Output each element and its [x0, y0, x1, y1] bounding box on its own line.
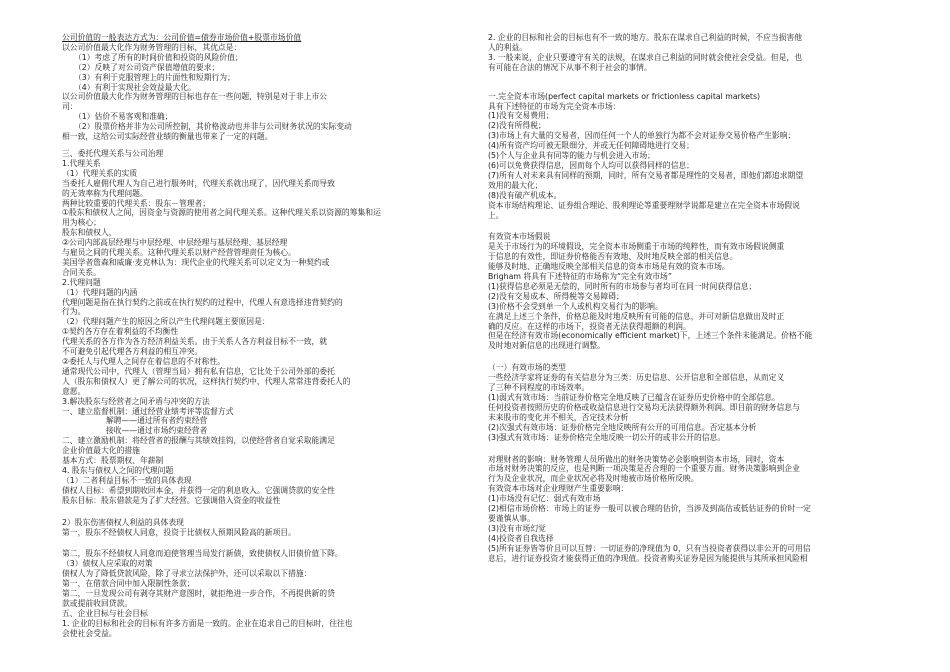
paragraph-spacer	[488, 85, 906, 92]
text-line: （2）代理问题产生的原因之所以产生代理问题主要原因是：	[62, 317, 270, 327]
text-line: (6)可以免费获得信息，因而每个人均可以获得同样的信息；	[488, 160, 694, 170]
text-line: 2）股东伤害债权人利益的具体表现	[62, 517, 184, 527]
text-line: 市场对财务决策的反应，也是判断一项决策是否合理的一个重要方面。财务决策影响到企业	[488, 464, 800, 474]
text-line: ②公司内部高层经理与中层经理、中层经理与基层经理、基层经理	[62, 238, 288, 248]
right-column-body	[488, 33, 906, 494]
text-line: 行为及企业状况，而企业状况必将及时地被市场价格所反映。	[488, 474, 699, 484]
text-line: 基本方式：股票期权、年薪制	[62, 456, 164, 466]
paragraph-spacer	[62, 142, 474, 149]
text-line: (2)没有所得税；	[488, 121, 546, 131]
text-line: 用为核心；	[62, 218, 101, 228]
text-line: （1）考虑了所有的时间价值和投资的风险价值；	[74, 52, 243, 62]
paragraph-spacer	[488, 443, 906, 455]
paragraph-spacer	[488, 351, 906, 363]
text-line: Brigham 将具有下述特征的市场称为“完全有效市场”	[488, 272, 672, 282]
text-line: 人的利益。	[488, 42, 527, 52]
text-line: 息后，进行证券投资才能获得正值的净现值。投资者购买证券是因为能提供与其所承担风险相	[488, 553, 808, 563]
text-line: 未来股市的变化并不相关，否定技术分析	[488, 412, 629, 422]
text-line: 意愿。	[62, 386, 86, 396]
text-line: 3.解决股东与经营者之间矛盾与冲突的方法	[62, 396, 210, 406]
text-line: (3)市场上有大量的交易者，因而任何一个人的单独行为都不会对证券交易价格产生影响；	[488, 131, 796, 141]
text-line: ①股东和债权人之间，因资金与资源的使用者之间代理关系。这种代理关系以资源的筹集和运	[62, 208, 381, 218]
text-line: (4)投资者自我选择	[488, 533, 554, 543]
text-line: 第二，股东不经债权人同意而迫使管理当局发行新债，致使债权人旧债价值下降。	[62, 549, 343, 559]
text-line: 不可避免引起代理各方利益的相互冲突。	[62, 347, 203, 357]
text-line: 接收——通过市场约束经营者	[106, 426, 208, 436]
paragraph-spacer	[62, 506, 474, 518]
text-line: 1. 企业的目标和社会的目标有许多方面是一致的。企业在追求自己的目标时，往往也	[62, 618, 353, 628]
text-line: 要谨慎从事。	[488, 513, 535, 523]
text-line: 合同关系。	[62, 267, 101, 277]
paragraph-spacer	[62, 537, 474, 549]
text-line: 及时地对新信息的出现进行调整。	[488, 341, 605, 351]
text-line: （1）代理关系的实质	[62, 168, 138, 178]
text-line: 对理财者的影响：财务管理人员所做出的财务决策势必会影响到资本市场，同时，资本	[488, 454, 785, 464]
text-line: (2)相信市场价格：市场上的证券一般可以被合理的估价，当涉及到高估或低估证券的价时一定	[488, 504, 811, 514]
paragraph-spacer	[488, 220, 906, 232]
text-line: 公司价值的一般表达方式为：公司价值=债券市场价值+股票市场价值	[62, 33, 302, 42]
text-line: 能够及时地、正确地反映全部相关信息的资本市场是有效的资本市场。	[488, 262, 730, 272]
left-column	[62, 33, 474, 639]
text-line: 二、建立激励机制：将经营者的报酬与其绩效挂钩，以使经营者自觉采取能满足	[62, 436, 335, 446]
text-line: 第一，在借款合同中加入限制性条款；	[62, 579, 195, 589]
text-line: 以公司价值最大化作为财务管理的目标，其优点是：	[62, 42, 242, 52]
text-line: 于信息的有效性，即证券价格能否有效地、及时地反映全部的相关信息。	[488, 252, 738, 262]
text-line: 会使社会受益。	[62, 628, 117, 638]
text-line: 是关于市场行为的环境假设，完全资本市场侧重于市场的纯粹性，而有效市场假说侧重	[488, 242, 785, 252]
text-line: （1）估价不易客观和准确；	[74, 112, 173, 122]
text-line: (1)市场没有记忆：弱式有效市场	[488, 494, 601, 504]
text-line: (5)所有证券皆等价且可以互替：一切证券的净现值为 0，只有当投资者获得以非公开的可用信	[488, 543, 811, 553]
text-line: （2）股票价格并非为公司所控制，其价格波动也并非与公司财务状况的实际变动	[74, 122, 352, 132]
text-line: 3. 一般来说，企业只要遵守有关的法规，在谋求自己利益的同时就会使社会受益。但是，也	[488, 52, 802, 62]
text-line: 一、建立监督机制：通过经营业绩考评等监督方式	[62, 406, 234, 416]
text-line: 当委托人雇佣代理人为自己进行服务时，代理关系就出现了，因代理关系而导致	[62, 178, 335, 188]
text-line: (3)强式有效市场：证券价格完全地反映一切公开的或非公开的信息。	[488, 432, 726, 442]
text-line: （1）代理问题的内涵	[62, 287, 138, 297]
text-line: 三、委托代理关系与公司治理	[62, 148, 164, 158]
text-line: 一.完全资本市场(perfect capital markets or frictionless capital markets)	[488, 91, 761, 101]
text-line: 人（股东和债权人）更了解公司的状况，这样执行契约中，代理人常常违背委托人的	[62, 376, 351, 386]
text-line: （3）债权人应采取的对策	[62, 559, 153, 569]
text-line: 司：	[62, 102, 78, 112]
text-line: (3)价格不会受到单一个人或机构交易行为的影响。	[488, 301, 663, 311]
text-line: 通常现代公司中，代理人（管理当局）拥有私有信息，它比处于公司外部的委托	[62, 366, 335, 376]
text-line: 代理关系的各方作为各方经济利益关系。由于关系人各方利益目标不一致，就	[62, 337, 328, 347]
text-line: （1）二者利益目标不一致的具体表现	[62, 475, 192, 485]
text-line: 了三种不同程度的市场效率。	[488, 383, 590, 393]
text-line: 行为。	[62, 307, 86, 317]
text-line: （一）有效市场的类型	[488, 363, 566, 373]
text-line: 的无效率称为代理问题。	[62, 188, 148, 198]
text-line: 有效资本市场假说	[488, 232, 551, 242]
text-line: 具有下述特征的市场为完全资本市场：	[488, 101, 621, 111]
text-line: 债权人为了降低贷款风险，除了寻求立法保护外，还可以采取以下措施：	[62, 569, 312, 579]
text-line: 任何投资者按照历史的价格或收益信息进行交易均无法获得额外利润。即目前的财务信息与	[488, 402, 800, 412]
text-line: 2.代理问题	[62, 277, 101, 287]
text-line: 代理问题是指在执行契约之前或在执行契约的过程中，代理人有意选择违背契约的	[62, 297, 343, 307]
text-line: 解聘——通过所有者约束经营	[106, 416, 208, 426]
text-line: 第一，股东不经债权人同意，投资于比债权人预期风险高的新项目。	[62, 527, 296, 537]
paragraph-spacer	[488, 73, 906, 85]
text-line: (8)没有破产机成本。	[488, 190, 562, 200]
text-line: (1)没有交易费用；	[488, 111, 554, 121]
text-line: (5)个人与企业具有同等的能力与机会进入市场；	[488, 151, 655, 161]
text-line: 1.代理关系	[62, 158, 101, 168]
text-line: 资本市场结构理论、证券组合理论、股利理论等重要理财学说都是建立在完全资本市场假说	[488, 200, 800, 210]
text-line: 相一致，这给公司实际经营业绩的衡量也带来了一定的问题。	[62, 132, 273, 142]
text-line: (4)所有资产均可被无限细分，并或无任何障碍地进行交易；	[488, 141, 694, 151]
text-line: （3）有利于克服管理上的片面性和短期行为；	[74, 72, 235, 82]
text-line: 一些经济学家将证券的有关信息分为三类：历史信息、公开信息和全部信息，从而定义	[488, 373, 785, 383]
text-line: 以公司价值最大化作为财务管理的目标也存在一些问题，特别是对于非上市公	[62, 92, 328, 102]
text-line: (2)次强式有效市场：证券价格完全地反映所有公开的可用信息。否定基本分析	[488, 422, 757, 432]
text-line: 五、企业目标与社会目标	[62, 608, 148, 618]
text-line: 第二，一旦发现公司有剥夺其财产意图时，就拒绝进一步合作，不再提供新的贷	[62, 589, 335, 599]
text-line: 但是在经济有效市场(economically efficient market)下，上述三个条件未能满足。价格不能	[488, 331, 813, 341]
text-line: 股东目标：股东借款是为了扩大经营。它强调借入资金的收益性	[62, 495, 281, 505]
text-line: ②委托人与代理人之间存在着信息的不对称性。	[62, 357, 225, 366]
text-line: 美国学者詹森和威廉·麦克林认为：现代企业的代理关系可以定义为一种契约或	[62, 257, 330, 267]
text-line: （4）有利于实现社会效益最大化。	[74, 82, 196, 92]
text-line: 款或提前收回贷款。	[62, 598, 133, 608]
text-line: (1)弱式有效市场：当前证券价格完全地反映了已蕴含在证券历史价格中的全部信息。	[488, 393, 780, 402]
text-line: 企业价值最大化的措施	[62, 446, 140, 456]
text-line: （2）反映了对公司资产保值增值的要求；	[74, 62, 220, 72]
text-line: (2)没有交易成本、所得税等交易障碍；	[488, 291, 624, 301]
text-line: 与雇员之间的代理关系。这种代理关系以财产经营管理责任为核心。	[62, 248, 296, 258]
text-line: 债权人目标：希望到期收回本金，并获得一定的利息收入。它强调贷款的安全性	[62, 485, 335, 495]
right-column-list	[488, 494, 906, 563]
text-line: 两种比较重要的代理关系：股东－管理者；	[62, 198, 211, 208]
text-line: 确的反应。在这样的市场下，投资者无法获得超额的利润。	[488, 321, 691, 331]
text-line: 有效资本市场对企业理财产生重要影响：	[488, 484, 629, 494]
text-line: ①契约各方存在着利益的不均衡性	[62, 327, 179, 337]
text-line: 在满足上述三个条件，价格总能及时地反映所有可能的信息，并可对新信息做出及时正	[488, 311, 785, 321]
text-line: 2. 企业的目标和社会的目标也有不一致的地方。股东在谋求自己利益的时候，不应当损害他	[488, 33, 802, 42]
text-line: 股东和债权人，	[62, 228, 117, 238]
text-line: 上。	[488, 210, 504, 220]
text-line: 效用的最大化；	[488, 180, 543, 190]
text-line: (7)所有人对未来具有同样的预期，同时，所有交易者都是理性的交易者，即他们都追求期望	[488, 170, 804, 180]
text-line: 有可能在合法的情况下从事不利于社会的事情。	[488, 62, 652, 72]
text-line: (1)获得信息必须是无偿的，同时所有的市场参与者均可在同一时间获得信息；	[488, 281, 757, 291]
text-line: 4. 股东与债权人之间的代理问题	[62, 465, 174, 475]
right-column	[488, 33, 906, 564]
text-line: (3)没有市场幻觉	[488, 523, 546, 533]
